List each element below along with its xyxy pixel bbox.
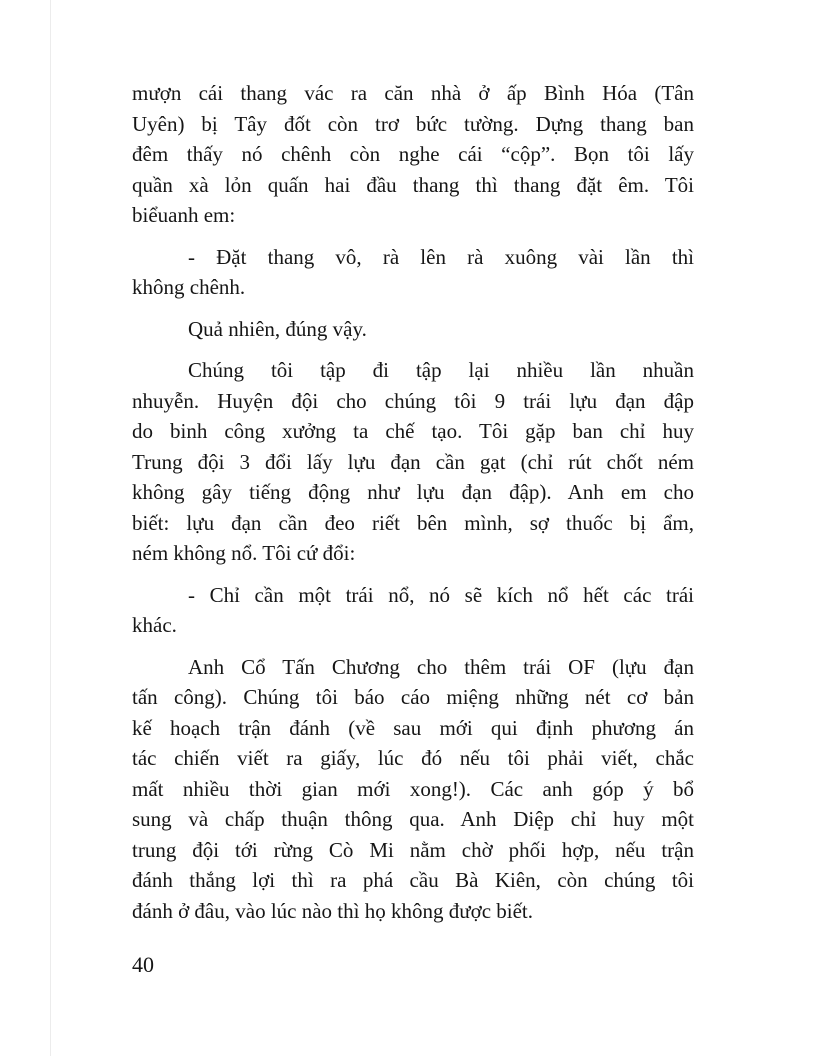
text-line: biểuanh em: <box>132 203 236 227</box>
text-line: sung và chấp thuận thông qua. Anh Diệp chỉ huy một <box>132 807 694 831</box>
text-line: kế hoạch trận đánh (về sau mới qui định phương án <box>132 715 694 740</box>
text-line: đêm thấy nó chênh còn nghe cái “cộp”. Bọn tôi lấy <box>132 142 694 166</box>
text-line: Trung đội 3 đổi lấy lựu đạn cần gạt (chỉ rút chốt ném <box>132 449 694 474</box>
text-line: ném không nổ. Tôi cứ đổi: <box>132 541 356 565</box>
body-text <box>132 78 694 937</box>
text-line: nhuyễn. Huyện đội cho chúng tôi 9 trái lựu đạn đập <box>132 388 694 413</box>
text-line: - Chỉ cần một trái nổ, nó sẽ kích nổ hết các trái <box>188 582 694 607</box>
paragraph-4 <box>132 355 694 569</box>
text-line: mất nhiều thời gian mới xong!). Các anh góp ý bổ <box>132 776 694 801</box>
text-line: Quả nhiên, đúng vậy. <box>188 316 367 341</box>
text-line: khác. <box>132 613 177 637</box>
paragraph-2 <box>132 242 694 303</box>
paragraph-1 <box>132 78 694 231</box>
paragraph-6 <box>132 652 694 927</box>
text-line: do binh công xưởng ta chế tạo. Tôi gặp ban chỉ huy <box>132 419 694 443</box>
text-line: tác chiến viết ra giấy, lúc đó nếu tôi phải viết, chắc <box>132 746 694 770</box>
page-edge-line <box>50 0 51 1056</box>
text-line: đánh ở đâu, vào lúc nào thì họ không được biết. <box>132 898 534 923</box>
text-line: quần xà lỏn quấn hai đầu thang thì thang đặt êm. Tôi <box>132 172 694 197</box>
text-line: Uyên) bị Tây đốt còn trơ bức tường. Dựng thang ban <box>132 111 694 136</box>
text-line: không chênh. <box>132 275 246 299</box>
text-line: trung đội tới rừng Cò Mi nằm chờ phối hợp, nếu trận <box>132 837 694 862</box>
text-line: - Đặt thang vô, rà lên rà xuông vài lần thì <box>188 244 694 269</box>
paragraph-5 <box>132 580 694 641</box>
text-line: không gây tiếng động như lựu đạn đập). Anh em cho <box>132 480 694 504</box>
text-line: Chúng tôi tập đi tập lại nhiều lần nhuần <box>188 358 694 382</box>
text-line: Anh Cổ Tấn Chương cho thêm trái OF (lựu đạn <box>188 654 694 679</box>
text-line: biết: lựu đạn cần đeo riết bên mình, sợ thuốc bị ẩm, <box>132 510 694 535</box>
paragraph-3 <box>132 314 694 345</box>
page-number: 40 <box>132 952 154 977</box>
text-line: đánh thắng lợi thì ra phá cầu Bà Kiên, còn chúng tôi <box>132 868 694 892</box>
text-line: tấn công). Chúng tôi báo cáo miệng những nét cơ bản <box>132 685 694 709</box>
text-line: mượn cái thang vác ra căn nhà ở ấp Bình Hóa (Tân <box>132 81 694 105</box>
